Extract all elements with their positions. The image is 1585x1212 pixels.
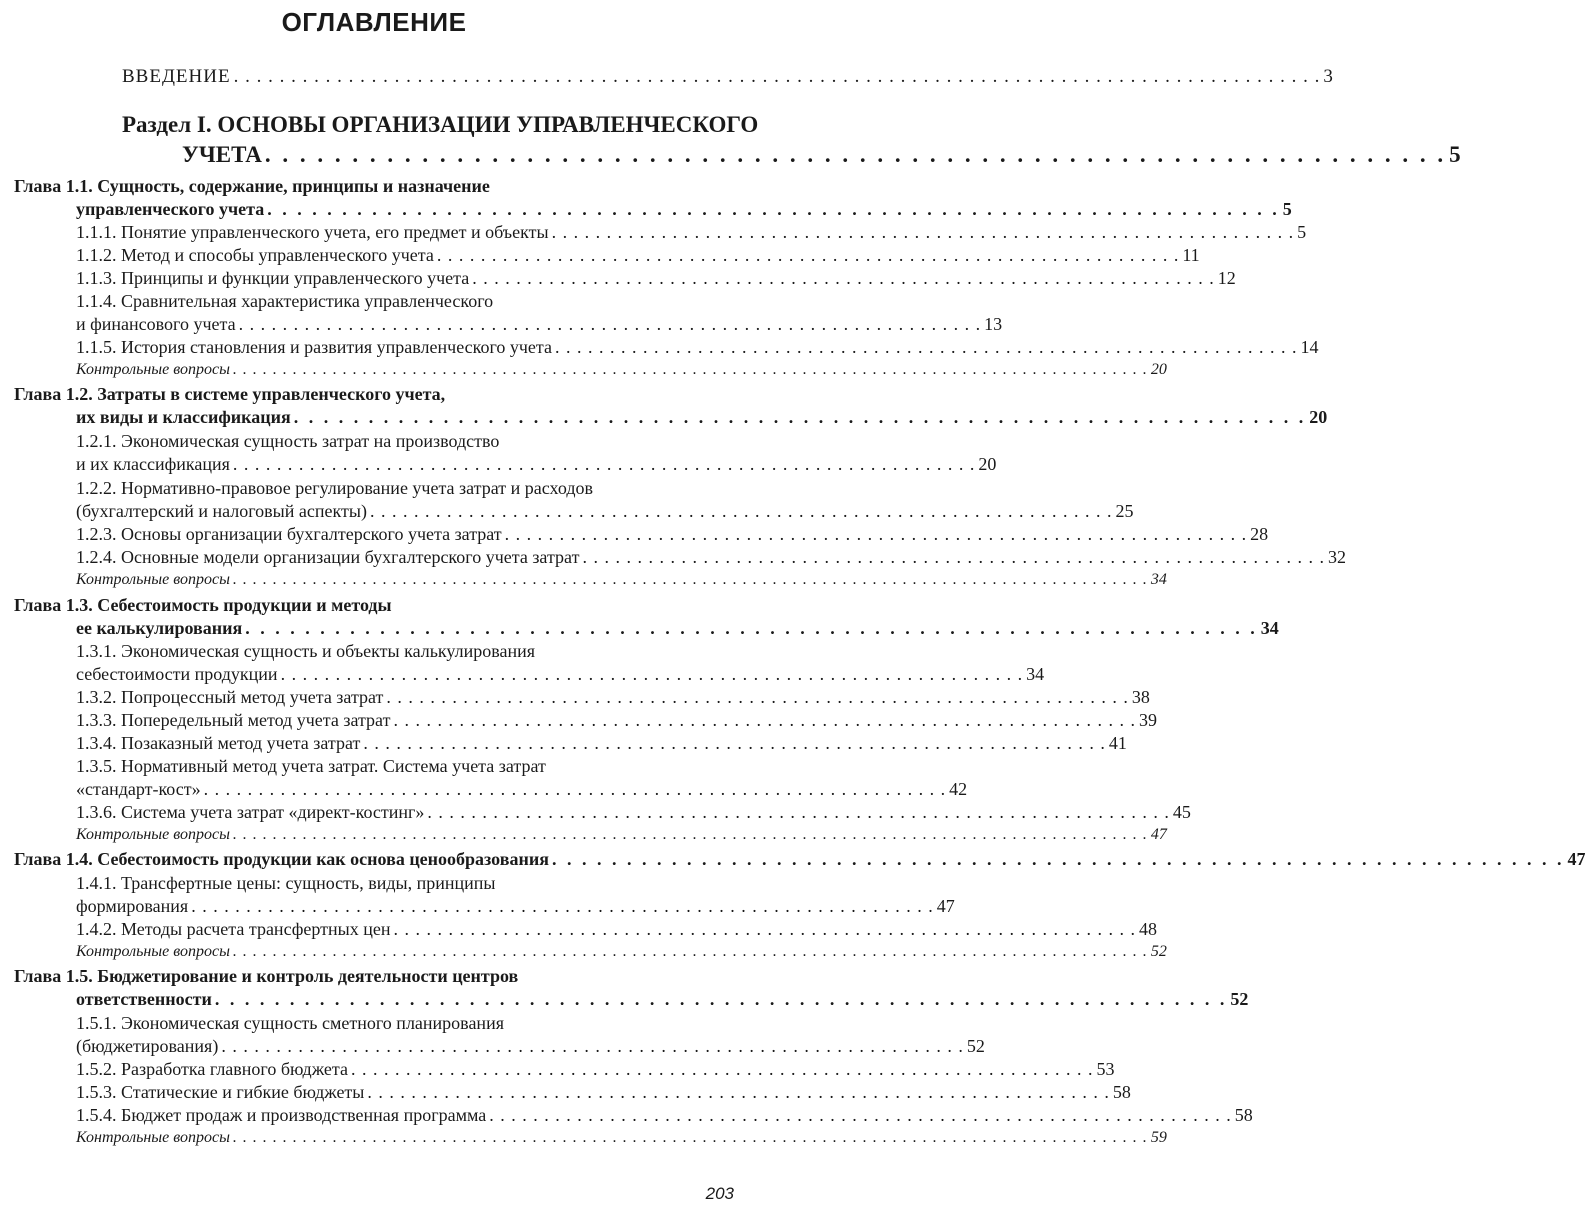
toc-page-number: 52 [1150,943,1167,960]
toc-entry-label: себестоимости продукции [76,664,278,684]
toc-entry-label: Контрольные вопросы [76,943,230,960]
toc-entry-label: Контрольные вопросы [76,826,230,843]
toc-entry-label: ВВЕДЕНИЕ [122,66,231,87]
toc-entry-1-3-5[interactable] [76,779,968,800]
toc-page-number: 11 [1182,245,1200,265]
toc-entry-1-2-2[interactable] [76,501,1134,522]
leader-dots: . . . . . . . . . . . . . . . . . . . . . . . . . . . . . . . . . . . . . . . . . . . . . . . . . . . . . . . . . . . . . . . . . . . . [350,1059,1094,1079]
toc-page-number: 47 [1150,826,1167,843]
toc-entry-questions-1-2[interactable] [76,571,1167,589]
toc-entry-1-2-2-line1: 1.2.2. Нормативно-правовое регулирование учета затрат и расходов [76,478,593,498]
leader-dots: . . . . . . . . . . . . . . . . . . . . . . . . . . . . . . . . . . . . . . . . . . . . . . . . . . . . . . . . . . . . . . . . . . . . [221,1036,964,1056]
toc-page-number: 41 [1108,733,1127,753]
toc-entry-1-3-1-line1: 1.3.1. Экономическая сущность и объекты калькулирования [76,641,536,661]
toc-entry-1-1-2[interactable] [76,245,1200,266]
leader-dots: . . . . . . . . . . . . . . . . . . . . . . . . . . . . . . . . . . . . . . . . . . . . . . . . . . . . . . . . . . . . . . . . . . . . [232,454,976,474]
toc-entry-label: 1.5.2. Разработка главного бюджета [76,1059,348,1079]
leader-dots: . . . . . . . . . . . . . . . . . . . . . . . . . . . . . . . . . . . . . . . . . . . . . . . . . . . . . . . . . . . . . . . . . . . . . . . . . . . . . . . . . . . . . . . . . . . . [232,571,1148,588]
toc-page-number: 13 [984,314,1003,334]
toc-entry-label: Контрольные вопросы [76,1129,230,1146]
toc-entry-label: и финансового учета [76,314,236,334]
leader-dots: . . . . . . . . . . . . . . . . . . . . . . . . . . . . . . . . . . . . . . . . . . . . . . . . . . . . . . . . . . . . . . . . . . . . [555,337,1298,357]
toc-page-number: 45 [1172,802,1191,822]
toc-entry-1-3-4[interactable] [76,733,1127,754]
toc-entry-label: 1.5.3. Статические и гибкие бюджеты [76,1082,365,1102]
leader-dots: . . . . . . . . . . . . . . . . . . . . . . . . . . . . . . . . . . . . . . . . . . . . . . . . . . . . . . . . . . . . . . . . . . . . [551,222,1295,242]
toc-entry-1-2-4[interactable] [76,547,1346,568]
toc-entry-1-1-3[interactable] [76,268,1236,289]
section-title-line1: Раздел I. ОСНОВЫ ОРГАНИЗАЦИИ УПРАВЛЕНЧЕСКОГО [122,112,759,137]
toc-page-number: 42 [949,779,968,799]
leader-dots: . . . . . . . . . . . . . . . . . . . . . . . . . . . . . . . . . . . . . . . . . . . . . . . . . . . . . . . . . . . . . . . . . . . . . . . . . . . . . . . . . . . . . . . . . . . . [232,361,1148,378]
toc-page-number: 58 [1112,1082,1131,1102]
toc-page-number: 58 [1234,1105,1253,1125]
toc-entry-1-5-3[interactable] [76,1082,1131,1103]
leader-dots: . . . . . . . . . . . . . . . . . . . . . . . . . . . . . . . . . . . . . . . . . . . . . . . . . . . . . . . . . . . . . . . . . . . . . . . . . . . . . . . . . . . . . . . . . . . . [232,1129,1148,1146]
toc-entry-label: «стандарт-кост» [76,779,201,799]
leader-dots: . . . . . . . . . . . . . . . . . . . . . . . . . . . . . . . . . . . . . . . . . . . . . . . . . . . . . . . . . . . . . . . . . . . . [386,687,1129,707]
toc-entry-label: Контрольные вопросы [76,571,230,588]
toc-entry-1-3-1[interactable] [76,664,1045,685]
toc-entry-chapter-1-2[interactable] [76,407,1328,428]
leader-dots: . . . . . . . . . . . . . . . . . . . . . . . . . . . . . . . . . . . . . . . . . . . . . . . . . . . . . . . . . . . . . . . . . . . . [472,268,1215,288]
toc-entry-questions-1-5[interactable] [76,1129,1167,1147]
toc-entry-questions-1-3[interactable] [76,826,1167,844]
toc-page-number: 28 [1250,524,1269,544]
toc-entry-questions-1-4[interactable] [76,943,1167,961]
toc-page-number: 12 [1217,268,1236,288]
leader-dots: . . . . . . . . . . . . . . . . . . . . . . . . . . . . . . . . . . . . . . . . . . . . . . . . . . . . . . . . . . . . . . . . . . . . [393,710,1136,730]
leader-dots: . . . . . . . . . . . . . . . . . . . . . . . . . . . . . . . . . . . . . . . . . . . . . . . . . . . . . . . . . . . . . . . . . . . . [363,733,1106,753]
toc-entry-section-1[interactable] [122,142,1461,168]
leader-dots: . . . . . . . . . . . . . . . . . . . . . . . . . . . . . . . . . . . . . . . . . . . . . . . . . . . . . . . . . . . . . . . . . . . . [427,802,1170,822]
toc-entry-label: 1.5.4. Бюджет продаж и производственная программа [76,1105,487,1125]
toc-entry-label: 1.1.3. Принципы и функции управленческого учета [76,268,470,288]
toc-entry-questions-1-1[interactable] [76,361,1167,379]
leader-dots: . . . . . . . . . . . . . . . . . . . . . . . . . . . . . . . . . . . . . . . . . . . . . . . . . . . . . . . . . . . . . . . . . . . . [504,524,1248,544]
toc-entry-label: и их классификация [76,454,230,474]
toc-page-number: 5 [1297,222,1307,242]
toc-entry-label: их виды и классификация [76,407,291,427]
toc-entry-1-1-4-line1: 1.1.4. Сравнительная характеристика управленческого [76,291,494,311]
toc-entry-label: ее калькулирования [76,618,243,638]
toc-entry-chapter-1-3[interactable] [76,618,1279,639]
leader-dots: . . . . . . . . . . . . . . . . . . . . . . . . . . . . . . . . . . . . . . . . . . . . . . . . . . . . . . . . . . . . . . . . . . . . [264,142,1447,167]
toc-entry-chapter-1-1[interactable] [76,199,1292,220]
toc-page-number: 47 [1567,849,1585,869]
toc-entry-label: Контрольные вопросы [76,361,230,378]
page-number: 203 [705,1184,734,1203]
toc-entry-1-5-4[interactable] [76,1105,1253,1126]
leader-dots: . . . . . . . . . . . . . . . . . . . . . . . . . . . . . . . . . . . . . . . . . . . . . . . . . . . . . . . . . . . . . . . . . . . . [191,896,934,916]
leader-dots: . . . . . . . . . . . . . . . . . . . . . . . . . . . . . . . . . . . . . . . . . . . . . . . . . . . . . . . . . . . . . . . . . . . . [245,618,1258,638]
leader-dots: . . . . . . . . . . . . . . . . . . . . . . . . . . . . . . . . . . . . . . . . . . . . . . . . . . . . . . . . . . . . . . . . . . . . [551,849,1565,869]
chapter-title-line1: Глава 1.3. Себестоимость продукции и методы [14,595,392,615]
toc-entry-label: формирования [76,896,189,916]
toc-page-number: 20 [978,454,997,474]
toc-entry-1-5-2[interactable] [76,1059,1115,1080]
toc-entry-label: 1.3.2. Попроцессный метод учета затрат [76,687,384,707]
toc-entry-1-1-4[interactable] [76,314,1003,335]
leader-dots: . . . . . . . . . . . . . . . . . . . . . . . . . . . . . . . . . . . . . . . . . . . . . . . . . . . . . . . . . . . . . . . . . . . . [369,501,1113,521]
chapter-title-line1: Глава 1.2. Затраты в системе управленческого учета, [14,384,446,404]
toc-page-number: 38 [1131,687,1150,707]
toc-entry-1-2-1[interactable] [76,454,997,475]
leader-dots: . . . . . . . . . . . . . . . . . . . . . . . . . . . . . . . . . . . . . . . . . . . . . . . . . . . . . . . . . . . . . . . . . . . . . . . . . . . . . . . . . . . . . . . . . . . . [232,826,1148,843]
leader-dots: . . . . . . . . . . . . . . . . . . . . . . . . . . . . . . . . . . . . . . . . . . . . . . . . . . . . . . . . . . . . . . . . . . . . [293,407,1307,427]
toc-entry-label: 1.4.2. Методы расчета трансфертных цен [76,919,391,939]
toc-page-number: 5 [1449,142,1461,167]
toc-entry-label: 1.3.6. Система учета затрат «директ-костинг» [76,802,425,822]
toc-page-number: 52 [1230,989,1249,1009]
toc-entry-label: 1.1.5. История становления и развития управленческого учета [76,337,552,357]
leader-dots: . . . . . . . . . . . . . . . . . . . . . . . . . . . . . . . . . . . . . . . . . . . . . . . . . . . . . . . . . . . . . . . . . . . . [393,919,1137,939]
toc-entry-label: 1.3.4. Позаказный метод учета затрат [76,733,361,753]
toc-page-number: 20 [1150,361,1167,378]
leader-dots: . . . . . . . . . . . . . . . . . . . . . . . . . . . . . . . . . . . . . . . . . . . . . . . . . . . . . . . . . . . . . . . . . . . . [489,1105,1232,1125]
leader-dots: . . . . . . . . . . . . . . . . . . . . . . . . . . . . . . . . . . . . . . . . . . . . . . . . . . . . . . . . . . . . . . . . . . . . [203,779,947,799]
toc-page-number: 39 [1138,710,1157,730]
toc-page-number: 34 [1026,664,1045,684]
chapter-title-line1: Глава 1.5. Бюджетирование и контроль деятельности центров [14,966,519,986]
toc-entry-1-2-3[interactable] [76,524,1269,545]
toc-entry-label: УЧЕТА [182,142,262,167]
toc-entry-label: ответственности [76,989,212,1009]
toc-entry-1-2-1-line1: 1.2.1. Экономическая сущность затрат на производство [76,431,500,451]
leader-dots: . . . . . . . . . . . . . . . . . . . . . . . . . . . . . . . . . . . . . . . . . . . . . . . . . . . . . . . . . . . . . . . . . . . . [267,199,1280,219]
toc-entry-label: (бухгалтерский и налоговый аспекты) [76,501,367,521]
toc-entry-label: 1.3.3. Попередельный метод учета затрат [76,710,391,730]
leader-dots: . . . . . . . . . . . . . . . . . . . . . . . . . . . . . . . . . . . . . . . . . . . . . . . . . . . . . . . . . . . . . . . . . . . . [238,314,982,334]
leader-dots: . . . . . . . . . . . . . . . . . . . . . . . . . . . . . . . . . . . . . . . . . . . . . . . . . . . . . . . . . . . . . . . . . . . . [280,664,1024,684]
toc-entry-1-3-2[interactable] [76,687,1150,708]
toc-entry-1-4-2[interactable] [76,919,1158,940]
toc-page-number: 34 [1260,618,1279,638]
toc-entry-1-1-5[interactable] [76,337,1319,358]
toc-page-number: 52 [966,1036,985,1056]
leader-dots: . . . . . . . . . . . . . . . . . . . . . . . . . . . . . . . . . . . . . . . . . . . . . . . . . . . . . . . . . . . . . . . . . . . . [582,547,1325,567]
toc-page-number: 47 [936,896,955,916]
leader-dots: . . . . . . . . . . . . . . . . . . . . . . . . . . . . . . . . . . . . . . . . . . . . . . . . . . . . . . . . . . . . . . . . . . . . . . . . . . . . . . . . . . . . . . . . . . . . [232,943,1148,960]
leader-dots: . . . . . . . . . . . . . . . . . . . . . . . . . . . . . . . . . . . . . . . . . . . . . . . . . . . . . . . . . . . . . . . . . . . . [367,1082,1110,1102]
toc-entry-label: управленческого учета [76,199,265,219]
toc-entry-1-1-1[interactable] [76,222,1307,243]
toc-page-number: 25 [1115,501,1134,521]
toc-entry-chapter-1-5[interactable] [76,989,1249,1010]
toc-page-number: 5 [1282,199,1292,219]
toc-entry-1-4-1[interactable] [76,896,955,917]
toc-page-number: 34 [1150,571,1167,588]
toc-entry-1-3-6[interactable] [76,802,1191,823]
toc-entry-label: Глава 1.4. Себестоимость продукции как основа ценообразования [14,849,549,869]
page-title: ОГЛАВЛЕНИЕ [281,7,467,37]
toc-entry-1-3-5-line1: 1.3.5. Нормативный метод учета затрат. Система учета затрат [76,756,546,776]
toc-page-number: 59 [1150,1129,1167,1146]
toc-page-number: 48 [1139,919,1158,939]
toc-entry-1-5-1[interactable] [76,1036,985,1057]
toc-page-number: 3 [1323,66,1334,87]
toc-page-number: 14 [1300,337,1319,357]
leader-dots: . . . . . . . . . . . . . . . . . . . . . . . . . . . . . . . . . . . . . . . . . . . . . . . . . . . . . . . . . . . . . . . . . . . . [214,989,1228,1009]
toc-entry-1-5-1-line1: 1.5.1. Экономическая сущность сметного планирования [76,1013,504,1033]
toc-entry-1-4-1-line1: 1.4.1. Трансфертные цены: сущность, виды, принципы [76,873,496,893]
toc-entry-introduction[interactable] [122,66,1334,88]
toc-entry-1-3-3[interactable] [76,710,1157,731]
toc-entry-label: 1.1.1. Понятие управленческого учета, его предмет и объекты [76,222,549,242]
leader-dots: . . . . . . . . . . . . . . . . . . . . . . . . . . . . . . . . . . . . . . . . . . . . . . . . . . . . . . . . . . . . . . . . . . . . . . . . . . . . . . . . . . . . . . . . . . . . . . . [233,66,1321,87]
toc-entry-chapter-1-4[interactable] [14,849,1585,870]
toc-entry-label: 1.2.4. Основные модели организации бухгалтерского учета затрат [76,547,580,567]
toc-entry-label: (бюджетирования) [76,1036,219,1056]
chapter-title-line1: Глава 1.1. Сущность, содержание, принципы и назначение [14,176,490,196]
toc-page-number: 32 [1327,547,1346,567]
toc-page-number: 53 [1096,1059,1115,1079]
leader-dots: . . . . . . . . . . . . . . . . . . . . . . . . . . . . . . . . . . . . . . . . . . . . . . . . . . . . . . . . . . . . . . . . . . . . [436,245,1180,265]
toc-entry-label: 1.1.2. Метод и способы управленческого учета [76,245,434,265]
toc-page-number: 20 [1309,407,1328,427]
toc-entry-label: 1.2.3. Основы организации бухгалтерского учета затрат [76,524,502,544]
